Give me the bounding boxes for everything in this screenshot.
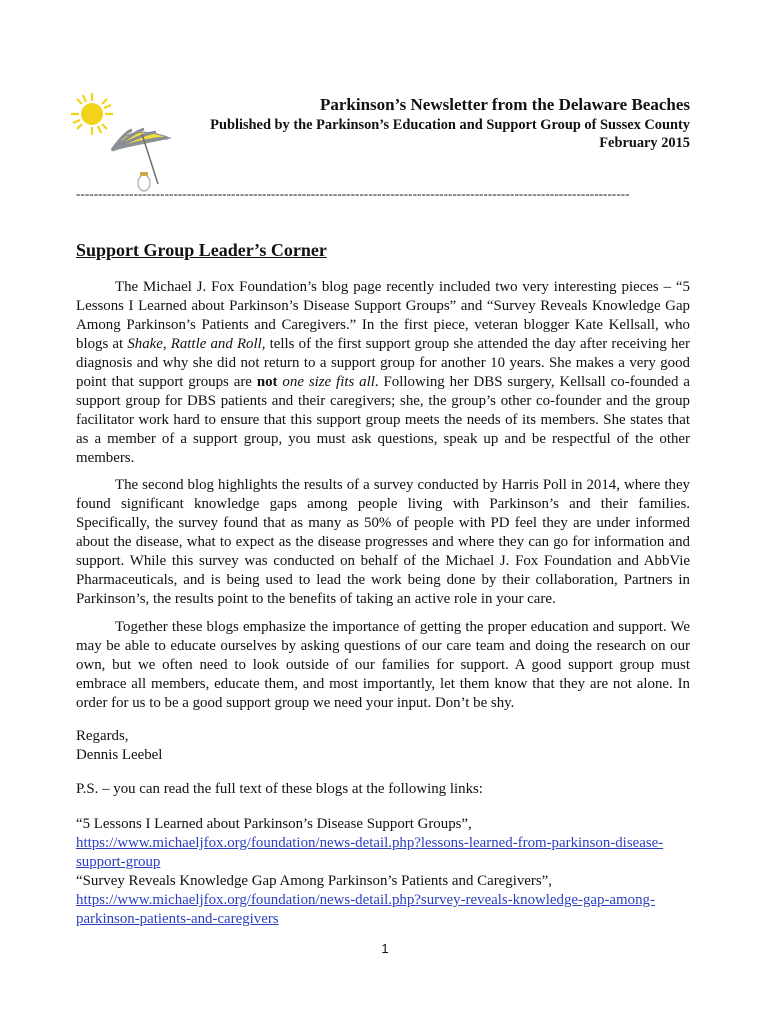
paragraph-1-intro: The Michael J. Fox Foundation’s blog page recently included two very interesting pieces – “5 Lessons I Learned about Parkinson’s Disease Support Groups” and “Survey Reveals Knowledge Gap Among Parkinson’s Patients and Caregivers.” In the first piece, veteran blogger Kate Kellsall, who blogs at [76,279,690,352]
signoff [76,727,716,765]
blog-name: Shake, Rattle and Roll [127,336,262,352]
newsletter-title: Parkinson’s Newsletter from the Delaware Beaches [320,95,690,114]
link-1-url-line-1[interactable]: https://www.michaeljfox.org/foundation/news-detail.php?lessons-learned-from-parkinson-disease- [76,835,664,851]
link-1-url-line-2[interactable]: support-group [76,854,161,870]
emphasis-not: not [256,374,278,390]
section-heading: Support Group Leader’s Corner [76,240,327,260]
paragraph-2 [76,476,690,609]
dashed-divider: ----------------------------------------------------------------------------------------------------------------------------- [76,186,630,201]
sun-icon [71,93,113,135]
paragraph-1-end: . Following her DBS surgery, Kellsall co-founded a support group for DBS patients and their caregivers; she, the group’s other co-founder and the group facilitator work hard to ensure that this support group meets the needs of its members. She states that as a member of a support group, you must ask questions, speak up and be respectful of the other members. [76,374,690,466]
paragraph-1 [76,278,690,468]
author-name: Dennis Leebel [76,747,163,763]
page-number: 1 [381,941,389,956]
paragraph-2-text: The second blog highlights the results of a survey conducted by Harris Poll in 2014, where they found significant knowledge gaps among people living with Parkinson’s and their families. Specifically, the survey found that as many as 50% of people with PD feel they are under informed about the disease, what to expect as the disease progresses and where they can go for information and support. While this survey was conducted on behalf of the Michael J. Fox Foundation and AbbVie Pharmaceuticals, and is being used to lead the work being done by their collaboration, Partners in Parkinson’s, the results point to the benefits of taking an active role in your care. [76,477,690,607]
links-list [76,815,716,929]
paragraph-3-text: Together these blogs emphasize the importance of getting the proper education and support. We may be able to educate ourselves by asking questions of our care team and doing the research on our own, but we often need to look outside of our families for support. A good support group must embrace all members, educate them, and most importantly, let them know that they are not alone. In order for us to be a good support group we need your input. Don’t be shy. [76,619,690,711]
beach-umbrella-logo [70,92,180,192]
link-1-title: “5 Lessons I Learned about Parkinson’s Disease Support Groups”, [76,816,472,832]
postscript: P.S. – you can read the full text of these blogs at the following links: [76,781,483,797]
emphasis-one-size: one size fits all [282,374,375,390]
paragraph-1-middle: , tells of the first support group she attended the day after receiving her diagnosis and why she did not return to a support group for another 10 years. She makes a very good point that support groups are [76,336,690,390]
paragraph-3 [76,618,690,713]
link-2-url-line-1[interactable]: https://www.michaeljfox.org/foundation/news-detail.php?survey-reveals-knowledge-gap-among- [76,892,655,908]
publisher-line: Published by the Parkinson’s Education and Support Group of Sussex County [210,117,690,133]
link-2-url-line-2[interactable]: parkinson-patients-and-caregivers [76,911,279,927]
regards-text: Regards, [76,728,129,744]
issue-date: February 2015 [599,135,690,151]
link-2-title: “Survey Reveals Knowledge Gap Among Parkinson’s Patients and Caregivers”, [76,873,552,889]
